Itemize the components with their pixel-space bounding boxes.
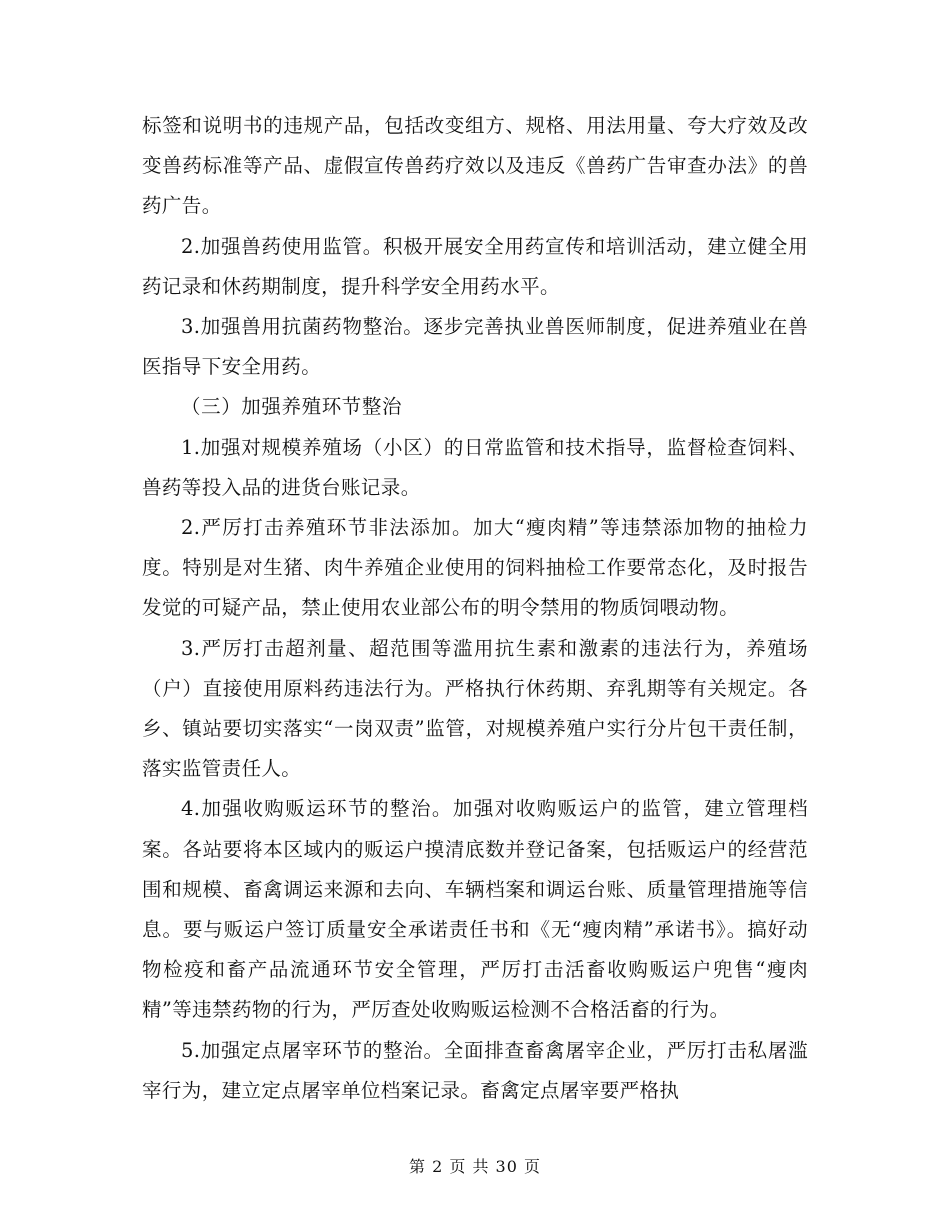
document-body	[142, 106, 808, 1111]
paragraph-antibacterial-drugs: 3.加强兽用抗菌药物整治。逐步完善执业兽医师制度，促进养殖业在兽医指导下安全用药。	[142, 315, 808, 379]
paragraph-veterinary-drug-use: 2.加强兽药使用监管。积极开展安全用药宣传和培训活动，建立健全用药记录和休药期制度，提升科学安全用药水平。	[142, 234, 808, 298]
paragraph-antibiotic-abuse: 3.严厉打击超剂量、超范围等滥用抗生素和激素的违法行为，养殖场（户）直接使用原料药违法行为。严格执行休药期、弃乳期等有关规定。各乡、镇站要切实落实“一岗双责”监管，对规模养殖户实行分片包干责任制，落实监管责任人。	[142, 636, 808, 781]
section-heading-breeding: （三）加强养殖环节整治	[181, 395, 403, 419]
paragraph-illegal-additives: 2.严厉打击养殖环节非法添加。加大“瘦肉精”等违禁添加物的抽检力度。特别是对生猪、肉牛养殖企业使用的饲料抽检工作要常态化，及时报告发觉的可疑产品，禁止使用农业部公布的明令禁用的物质饲喂动物。	[142, 516, 808, 620]
paragraph-purchase-transport: 4.加强收购贩运环节的整治。加强对收购贩运户的监管，建立管理档案。各站要将本区域内的贩运户摸清底数并登记备案，包括贩运户的经营范围和规模、畜禽调运来源和去向、车辆档案和调运台账、质量管理措施等信息。要与贩运户签订质量安全承诺责任书和《无“瘦肉精”承诺书》。搞好动物检疫和畜产品流通环节安全管理，严厉打击活畜收购贩运户兜售“瘦肉精”等违禁药物的行为，严厉查处收购贩运检测不合格活畜的行为。	[142, 797, 808, 1022]
paragraph-continuation: 标签和说明书的违规产品，包括改变组方、规格、用法用量、夸大疗效及改变兽药标准等产品、虚假宣传兽药疗效以及违反《兽药广告审查办法》的兽药广告。	[142, 114, 808, 218]
page-number-footer: 第 2 页 共 30 页	[409, 1157, 541, 1176]
paragraph-breeding-supervision: 1.加强对规模养殖场（小区）的日常监管和技术指导，监督检查饲料、兽药等投入品的进货台账记录。	[142, 435, 808, 499]
paragraph-slaughter: 5.加强定点屠宰环节的整治。全面排查畜禽屠宰企业，严厉打击私屠滥宰行为，建立定点屠宰单位档案记录。畜禽定点屠宰要严格执	[142, 1038, 808, 1102]
